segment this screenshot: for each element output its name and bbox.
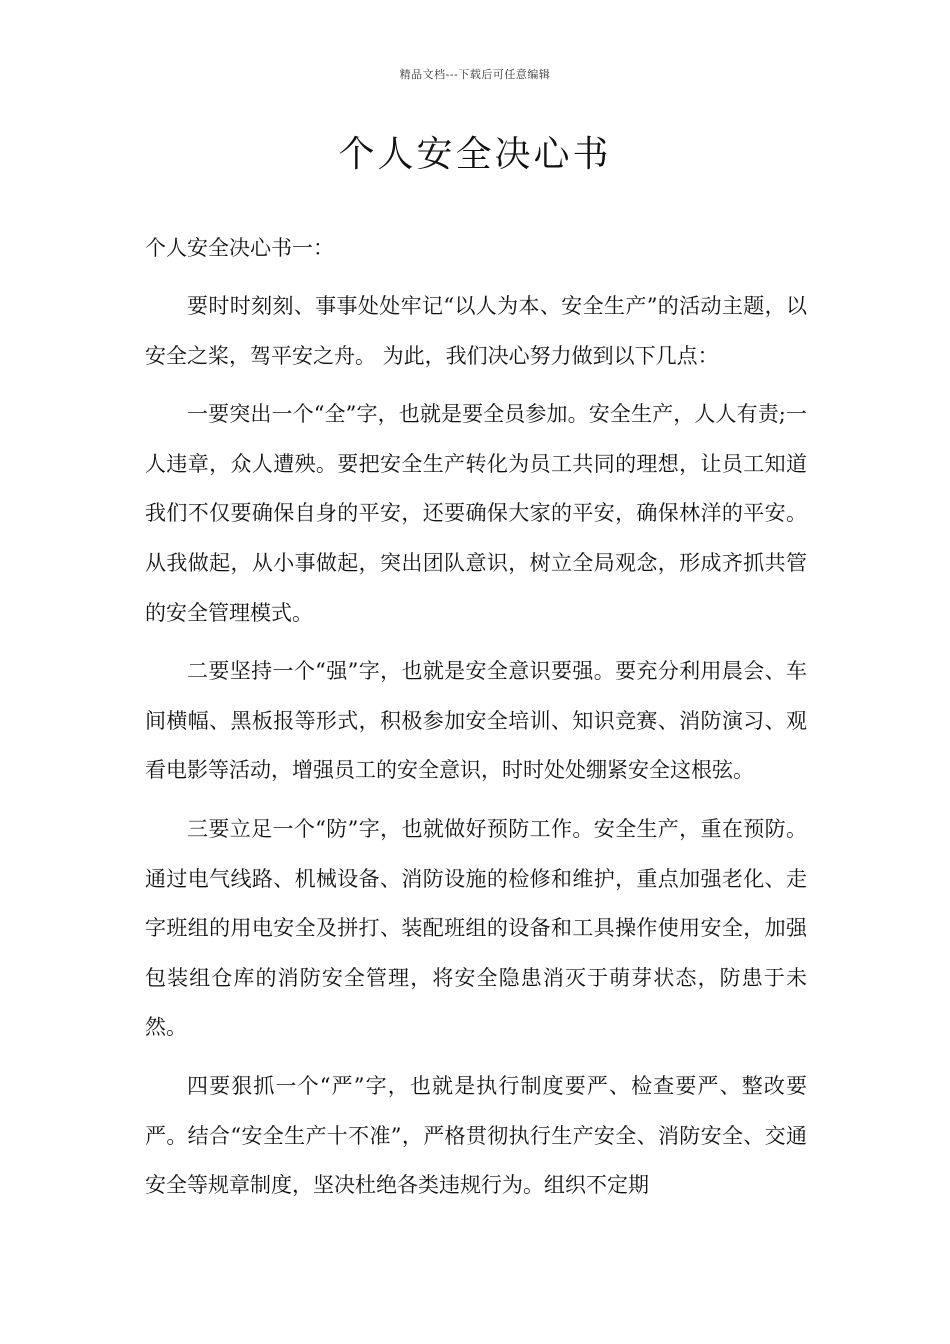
document-body	[145, 224, 807, 1220]
paragraph-point-3: 三要立足一个“防”字，也就做好预防工作。安全生产，重在预防。通过电气线路、机械设备、消防设施的检修和维护，重点加强老化、走字班组的用电安全及拼打、装配班组的设备和工具操作使用安全，加强包装组仓库的消防安全管理，将安全隐患消灭于萌芽状态，防患于未然。	[145, 816, 807, 1040]
section-heading: 个人安全决心书一：	[145, 236, 334, 260]
paragraph-point-2: 二要坚持一个“强”字，也就是安全意识要强。要充分利用晨会、车间横幅、黑板报等形式，积极参加安全培训、知识竞赛、消防演习、观看电影等活动，增强员工的安全意识，时时处处绷紧安全这根弦。	[145, 659, 807, 783]
header-note: 精品文档---下载后可任意编辑	[399, 68, 551, 81]
document-title: 个人安全决心书	[338, 134, 612, 175]
paragraph-intro: 要时时刻刻、事事处处牢记“以人为本、安全生产”的活动主题，以安全之桨，驾平安之舟。 为此，我们决心努力做到以下几点：	[145, 294, 807, 368]
paragraph-point-1: 一要突出一个“全”字，也就是要全员参加。安全生产，人人有责;一人违章，众人遭殃。要把安全生产转化为员工共同的理想，让员工知道我们不仅要确保自身的平安，还要确保大家的平安，确保林洋的平安。从我做起，从小事做起，突出团队意识，树立全局观念，形成齐抓共管的安全管理模式。	[145, 402, 807, 625]
paragraph-point-4: 四要狠抓一个“严”字，也就是执行制度要严、检查要严、整改要严。结合“安全生产十不准”，严格贯彻执行生产安全、消防安全、交通安全等规章制度，坚决杜绝各类违规行为。组织不定期	[145, 1073, 807, 1198]
